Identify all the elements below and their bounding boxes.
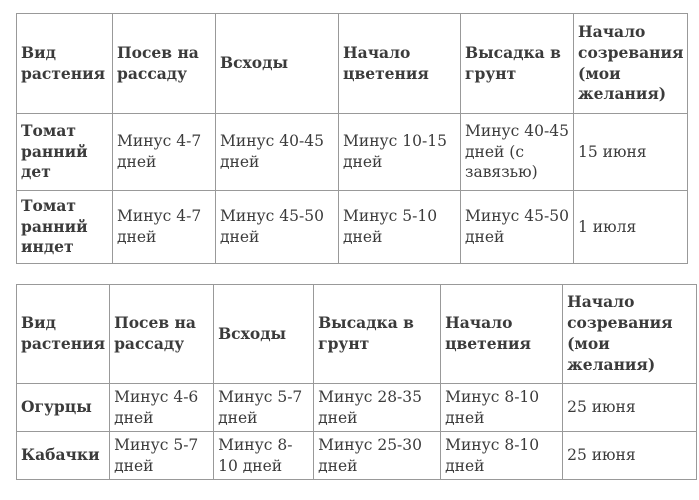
header-cell-transplant: Высадка в грунт (314, 285, 441, 384)
data-cell: Минус 25-30 дней (314, 432, 441, 480)
data-cell: 1 июля (574, 191, 688, 264)
data-cell: Минус 45-50 дней (216, 191, 339, 264)
row-label-cell: Огурцы (17, 384, 110, 432)
data-cell: 15 июня (574, 114, 688, 191)
header-cell-flowering: Начало цветения (441, 285, 563, 384)
header-cell-sowing: Посев на рассаду (113, 14, 216, 114)
header-cell-sprouts: Всходы (214, 285, 314, 384)
table-header-row (17, 285, 697, 384)
data-cell: Минус 8-10 дней (441, 432, 563, 480)
data-cell: 25 июня (563, 384, 697, 432)
header-cell-ripening: Начало созревания (мои желания) (563, 285, 697, 384)
data-cell: Минус 10-15 дней (339, 114, 461, 191)
data-cell: Минус 28-35 дней (314, 384, 441, 432)
data-cell: Минус 4-7 дней (113, 114, 216, 191)
table-row (17, 432, 697, 480)
header-cell-transplant: Высадка в грунт (461, 14, 574, 114)
table-row (17, 384, 697, 432)
header-cell-ripening: Начало созревания (мои желания) (574, 14, 688, 114)
data-cell: Минус 45-50 дней (461, 191, 574, 264)
cucumber-squash-schedule-table (16, 284, 697, 480)
table-header-row (17, 14, 688, 114)
data-cell: Минус 40-45 дней (216, 114, 339, 191)
header-cell-flowering: Начало цветения (339, 14, 461, 114)
header-cell-sprouts: Всходы (216, 14, 339, 114)
row-label-cell: Томат ранний индет (17, 191, 113, 264)
data-cell: Минус 8-10 дней (441, 384, 563, 432)
data-cell: Минус 4-7 дней (113, 191, 216, 264)
data-cell: Минус 4-6 дней (110, 384, 214, 432)
table-row (17, 114, 688, 191)
data-cell: Минус 5-7 дней (214, 384, 314, 432)
data-cell: Минус 5-10 дней (339, 191, 461, 264)
row-label-cell: Кабачки (17, 432, 110, 480)
header-cell-plant-type: Вид растения (17, 14, 113, 114)
data-cell: Минус 5-7 дней (110, 432, 214, 480)
header-cell-sowing: Посев на рассаду (110, 285, 214, 384)
data-cell: 25 июня (563, 432, 697, 480)
data-cell: Минус 8-10 дней (214, 432, 314, 480)
row-label-cell: Томат ранний дет (17, 114, 113, 191)
data-cell: Минус 40-45 дней (с завязью) (461, 114, 574, 191)
header-cell-plant-type: Вид растения (17, 285, 110, 384)
table-row (17, 191, 688, 264)
tomato-schedule-table (16, 13, 688, 264)
